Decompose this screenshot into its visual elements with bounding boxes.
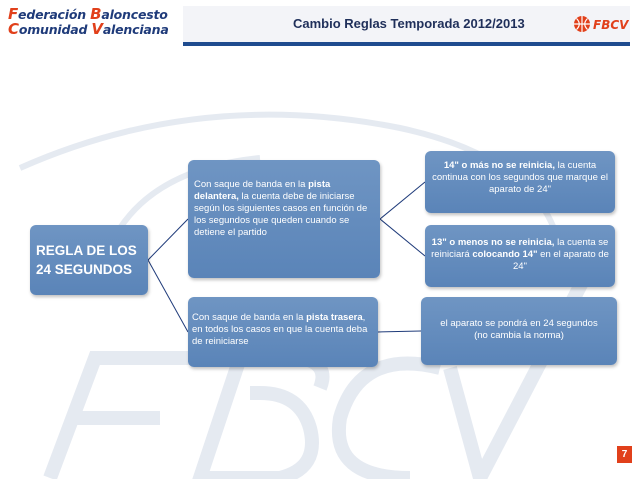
logo-initial-f: F bbox=[8, 5, 19, 23]
logo-initial-c: C bbox=[8, 20, 19, 38]
mid2-bold-1: pista trasera bbox=[306, 312, 363, 323]
page-number: 7 bbox=[617, 446, 632, 463]
mid2-text-2: , en todos los casos en que la cuenta deba de reiniciarse bbox=[192, 312, 368, 347]
connector-mid1-leaf1 bbox=[380, 182, 425, 219]
node-pista-trasera-text bbox=[192, 312, 376, 348]
root-line-1: REGLA DE LOS bbox=[36, 243, 137, 258]
node-pista-trasera bbox=[188, 297, 378, 367]
leaf2-text-2: en el aparato de 24" bbox=[513, 249, 609, 272]
node-24-segundos bbox=[421, 297, 617, 365]
logo-initial-v: V bbox=[91, 20, 103, 38]
leaf2-bold-2: colocando 14" bbox=[472, 249, 538, 260]
connector-root-mid1 bbox=[148, 219, 188, 260]
mid1-bold-1: pista delantera, bbox=[194, 179, 331, 202]
mid1-text-2: la cuenta debe de iniciarse según los siguientes casos en función de los segundos que queden cuando se detiene el partido bbox=[194, 191, 368, 238]
leaf2-text-1: la cuenta se reiniciará bbox=[431, 237, 609, 260]
page-title: Cambio Reglas Temporada 2012/2013 bbox=[293, 16, 525, 31]
connector-root-mid2 bbox=[148, 260, 188, 332]
logo-right-text: FBCV bbox=[593, 18, 629, 32]
logo-text-federacion: ederación bbox=[18, 7, 91, 22]
logo-text-valenciana: alenciana bbox=[102, 22, 169, 37]
mid1-text-1: Con saque de banda en la bbox=[194, 179, 309, 190]
node-pista-delantera-text bbox=[194, 179, 370, 239]
leaf1-text-1: la cuenta continua con los segundos que marque el aparato de 24" bbox=[432, 160, 608, 195]
node-14-or-more-text bbox=[431, 160, 609, 196]
node-13-or-less bbox=[425, 225, 615, 287]
mid2-text-1: Con saque de banda en la bbox=[192, 312, 307, 323]
node-pista-delantera bbox=[188, 160, 380, 278]
leaf2-bold-1: 13" o menos no se reinicia, bbox=[431, 237, 555, 248]
connector-mid2-leaf3 bbox=[378, 331, 421, 332]
root-node-label bbox=[36, 241, 137, 279]
diagram-root-node bbox=[30, 225, 148, 295]
node-13-or-less-text bbox=[431, 237, 609, 273]
leaf1-bold-1: 14" o más no se reinicia, bbox=[443, 160, 555, 171]
node-24-segundos-text bbox=[425, 318, 613, 342]
logo-text-baloncesto: aloncesto bbox=[101, 7, 168, 22]
logo-text-comunidad: omunidad bbox=[18, 22, 92, 37]
leaf3-line-2: (no cambia la norma) bbox=[474, 330, 564, 341]
leaf3-line-1: el aparato se pondrá en 24 segundos bbox=[440, 318, 598, 329]
logo-initial-b: B bbox=[90, 5, 102, 23]
node-14-or-more bbox=[425, 151, 615, 213]
connector-mid1-leaf2 bbox=[380, 219, 425, 256]
root-line-2: 24 SEGUNDOS bbox=[36, 262, 133, 277]
